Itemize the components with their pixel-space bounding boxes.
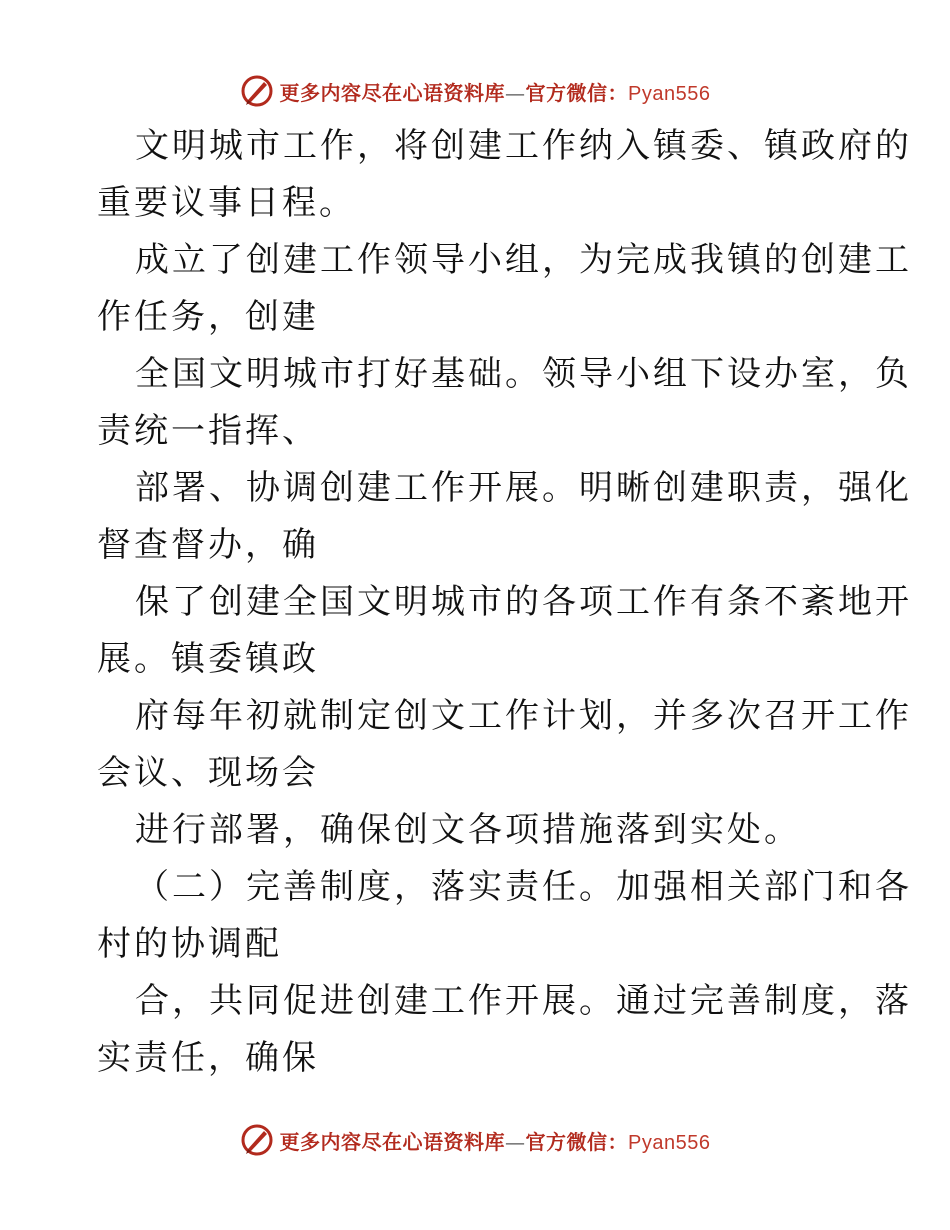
text-line: 部署、协调创建工作开展。明晰创建职责，强化: [135, 468, 912, 508]
text-line: 作任务，创建: [97, 297, 319, 337]
text-line: 实责任，确保: [97, 1038, 319, 1078]
text-line: 全国文明城市打好基础。领导小组下设办室，负: [135, 354, 912, 394]
text-line: 重要议事日程。: [97, 183, 356, 223]
watermark-text: 更多内容尽在心语资料库—官方微信：Pyan556: [279, 1129, 711, 1154]
text-line: （二）完善制度，落实责任。加强相关部门和各: [135, 867, 912, 907]
text-line: 会议、现场会: [97, 753, 319, 793]
text-line: 成立了创建工作领导小组，为完成我镇的创建工: [135, 240, 912, 280]
text-line: 文明城市工作，将创建工作纳入镇委、镇政府的: [135, 126, 912, 166]
header-watermark: [0, 71, 950, 111]
text-line: 村的协调配: [97, 924, 282, 964]
quill-pen-logo-icon: [240, 1123, 274, 1157]
text-line: 督查督办，确: [97, 525, 319, 565]
text-line: 保了创建全国文明城市的各项工作有条不紊地开: [135, 582, 912, 622]
quill-pen-logo-icon: [240, 74, 274, 108]
document-body: [97, 118, 912, 1087]
text-line: 进行部署，确保创文各项措施落到实处。: [135, 810, 801, 850]
text-line: 府每年初就制定创文工作计划，并多次召开工作: [135, 696, 912, 736]
watermark-text: 更多内容尽在心语资料库—官方微信：Pyan556: [279, 80, 711, 105]
footer-watermark: [0, 1120, 950, 1160]
text-line: 责统一指挥、: [97, 411, 319, 451]
text-line: 展。镇委镇政: [97, 639, 319, 679]
text-line: 合，共同促进创建工作开展。通过完善制度，落: [135, 981, 912, 1021]
